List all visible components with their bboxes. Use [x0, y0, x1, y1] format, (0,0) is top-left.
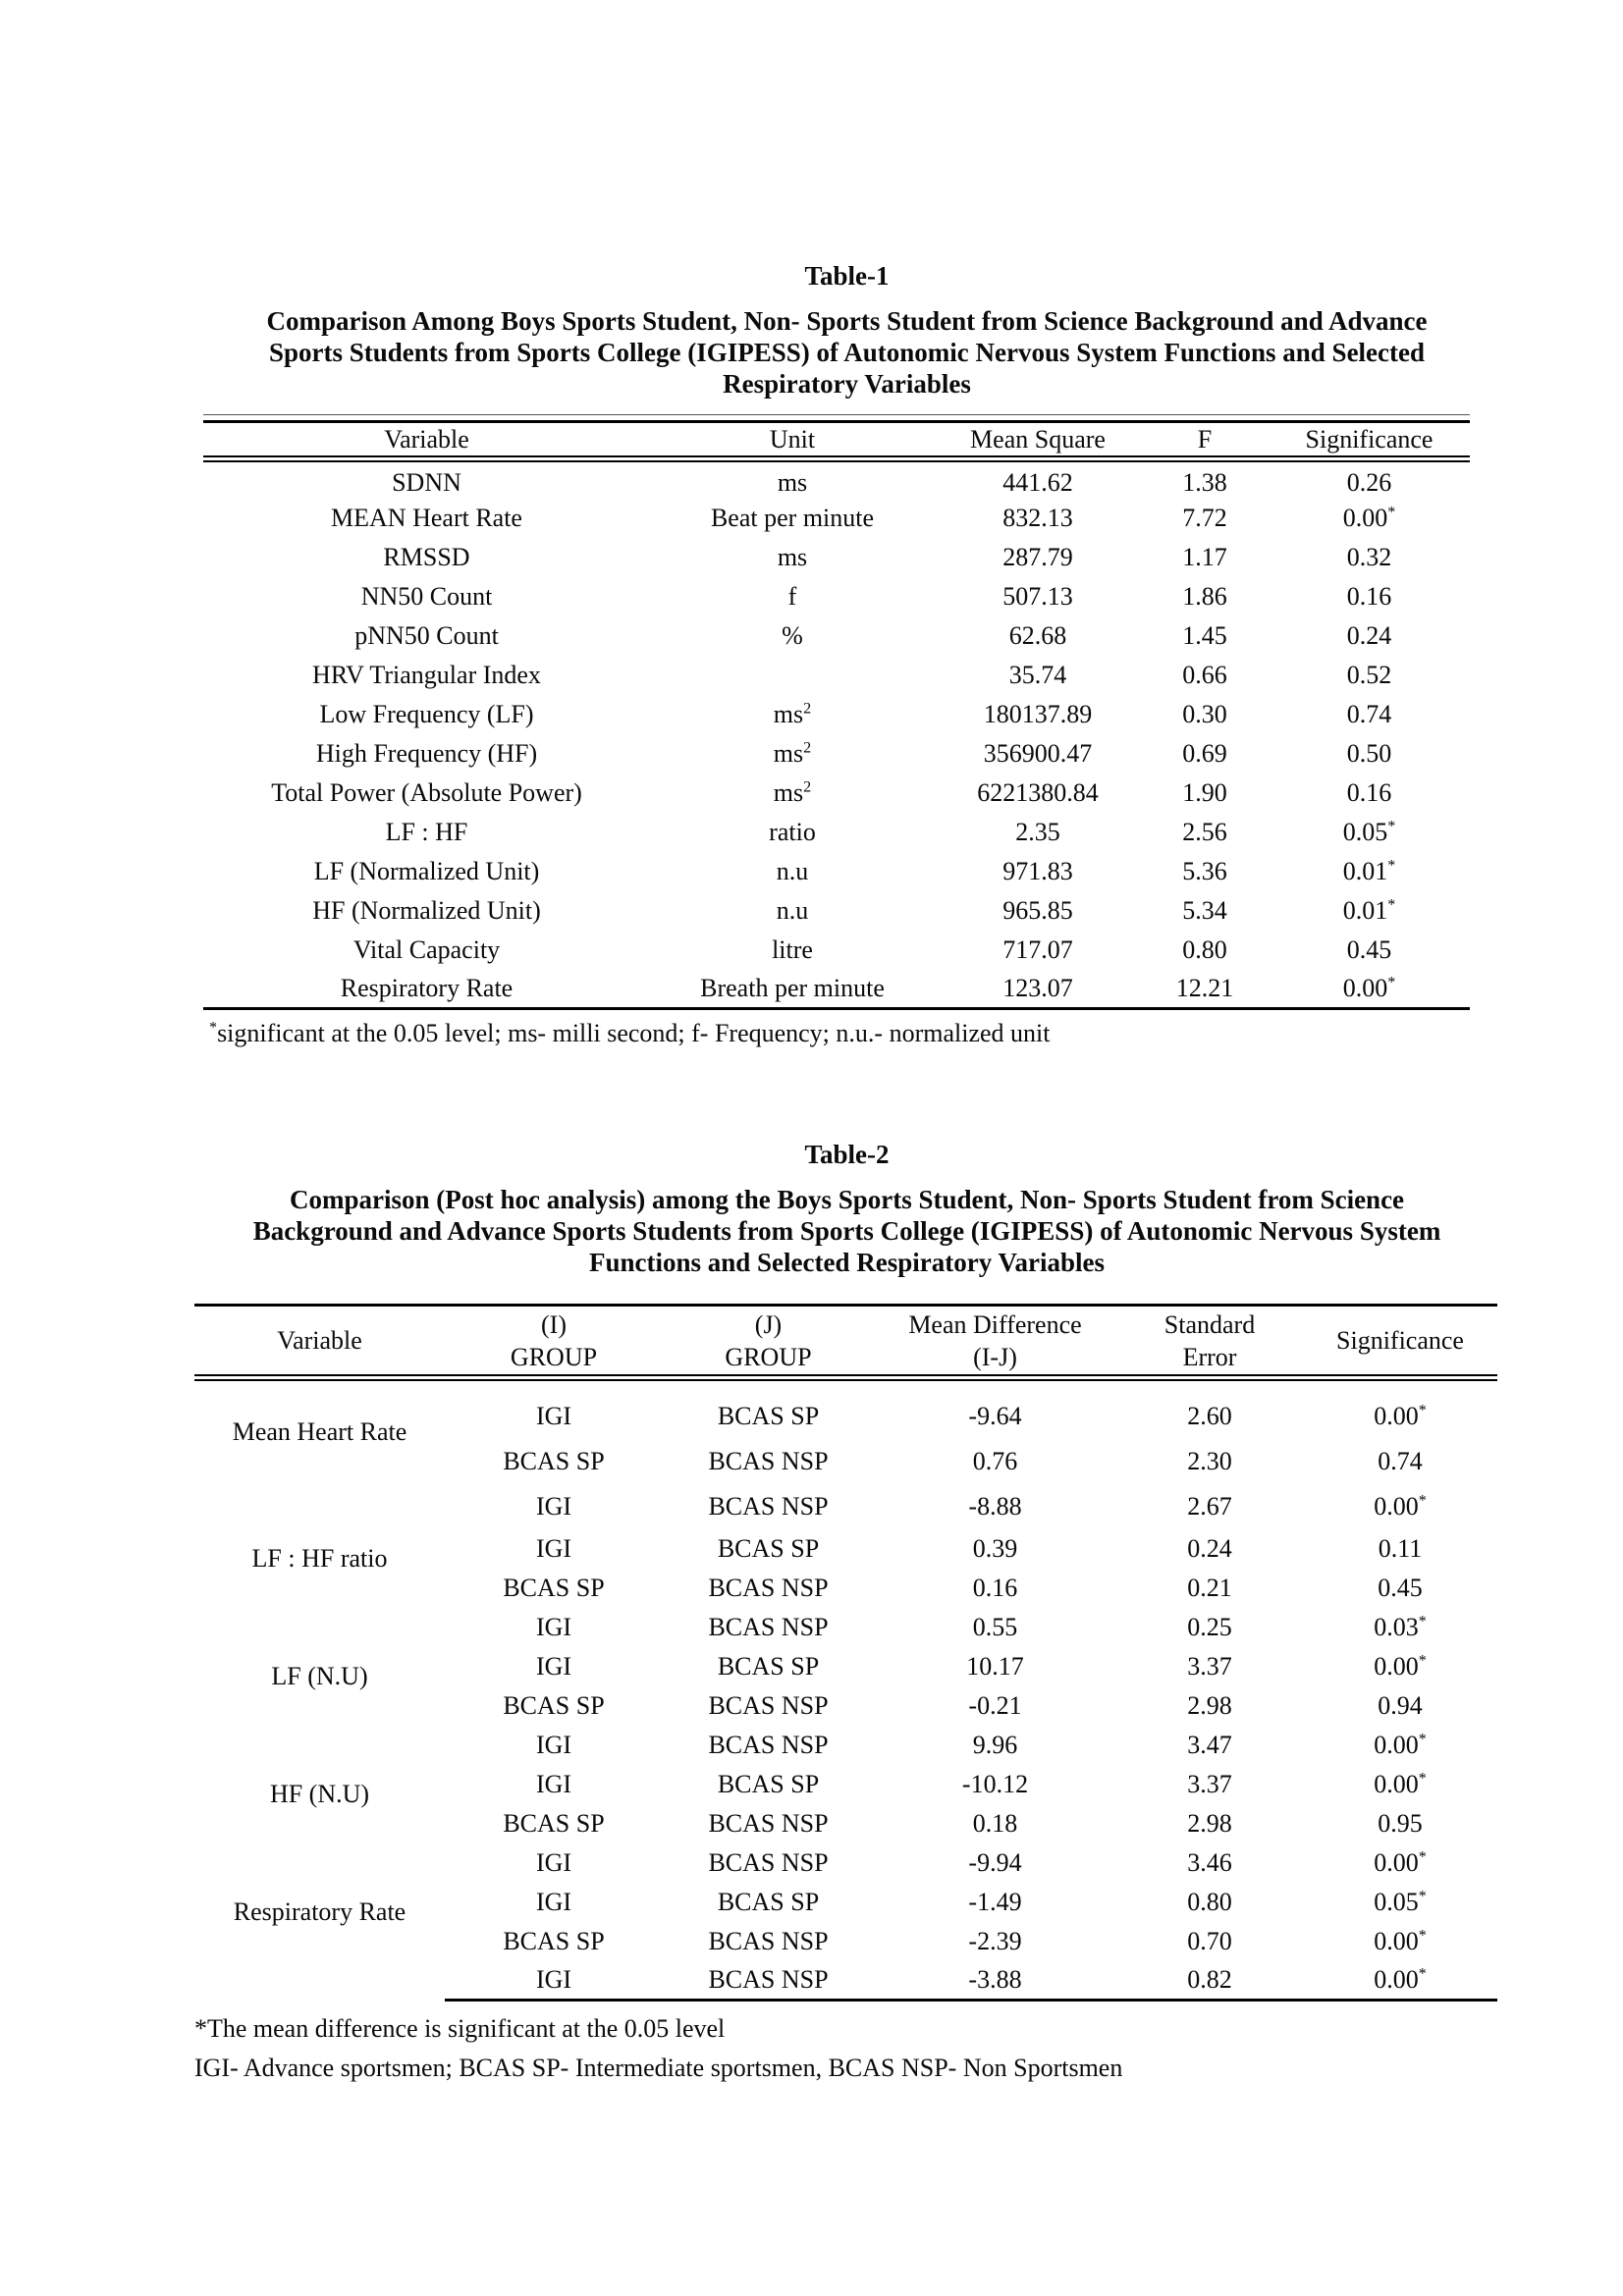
cell-variable: Mean Heart Rate — [232, 1416, 407, 1446]
table-row — [203, 538, 1470, 577]
cell-mean-square: 356900.47 — [983, 738, 1093, 768]
cell-variable: Low Frequency (LF) — [319, 699, 534, 728]
table-row — [203, 695, 1470, 734]
cell-significance: 0.00* — [1269, 970, 1470, 1009]
col-header-f: F — [1141, 422, 1269, 459]
cell-mean-difference: -8.88 — [968, 1491, 1022, 1521]
cell-mean-difference: -10.12 — [961, 1769, 1029, 1798]
cell-standard-error: 0.80 — [1187, 1887, 1232, 1916]
cell-mean-difference: 10.17 — [966, 1651, 1024, 1681]
cell-unit: litre — [772, 934, 813, 964]
cell-i-group: BCAS SP — [503, 1690, 605, 1720]
cell-standard-error: 3.37 — [1187, 1651, 1232, 1681]
cell-significance: 0.24 — [1346, 620, 1392, 650]
cell-significance: 0.00* — [1374, 1651, 1427, 1681]
col-header-significance: Significance — [1303, 1306, 1497, 1378]
cell-significance: 0.00* — [1342, 503, 1396, 532]
cell-f: 0.69 — [1182, 738, 1227, 768]
col-header-mean-square: Mean Square — [935, 422, 1141, 459]
cell-f: 1.86 — [1182, 581, 1227, 611]
cell-significance: 0.16 — [1346, 581, 1392, 611]
cell-mean-difference: -9.64 — [968, 1401, 1022, 1430]
table2-caption-line: Functions and Selected Respiratory Variables — [588, 1248, 1105, 1277]
cell-i-group: IGI — [535, 1769, 572, 1798]
cell-mean-square: 2.35 — [1015, 817, 1060, 846]
cell-significance: 0.74 — [1346, 699, 1392, 728]
cell-standard-error: 0.70 — [1187, 1926, 1232, 1955]
cell-variable: HF (N.U) — [269, 1779, 370, 1808]
cell-j-group: BCAS NSP — [708, 1573, 829, 1602]
cell-f: 0.80 — [1182, 934, 1227, 964]
cell-mean-square: 287.79 — [1002, 542, 1073, 571]
col-header-significance: Significance — [1269, 422, 1470, 459]
significance-star: * — [1387, 974, 1396, 991]
significance-star: * — [1418, 1769, 1427, 1787]
cell-i-group: BCAS SP — [503, 1926, 605, 1955]
table-row — [203, 813, 1470, 852]
cell-j-group: BCAS SP — [717, 1401, 820, 1430]
significance-star: * — [1418, 1887, 1427, 1904]
table-row — [203, 774, 1470, 813]
cell-unit: ratio — [769, 817, 816, 846]
cell-variable: Respiratory Rate — [203, 970, 650, 1009]
cell-standard-error: 2.98 — [1187, 1808, 1232, 1838]
table1-rule-wrap — [203, 414, 1470, 1010]
table-row — [203, 656, 1470, 695]
cell-mean-difference: 0.55 — [972, 1612, 1018, 1641]
col-header-variable: Variable — [203, 422, 650, 459]
cell-f: 1.45 — [1182, 620, 1227, 650]
cell-significance: 0.01* — [1342, 895, 1396, 925]
table-row — [194, 1647, 1497, 1686]
cell-f: 5.34 — [1182, 895, 1227, 925]
cell-unit: ms — [777, 468, 808, 498]
cell-mean-square: 717.07 — [1002, 934, 1073, 964]
significance-star: * — [1418, 1612, 1427, 1629]
cell-significance: 0.26 — [1346, 468, 1392, 498]
spacer-row — [194, 1378, 1497, 1394]
cell-standard-error: 2.98 — [1187, 1690, 1232, 1720]
cell-mean-difference: 0.39 — [972, 1533, 1018, 1563]
cell-variable: NN50 Count — [360, 581, 493, 611]
cell-significance: 0.32 — [1346, 542, 1392, 571]
cell-standard-error: 0.25 — [1187, 1612, 1232, 1641]
cell-variable: Vital Capacity — [352, 934, 501, 964]
cell-significance: 0.45 — [1378, 1573, 1423, 1602]
cell-variable: LF (Normalized Unit) — [313, 856, 540, 885]
cell-significance: 0.00* — [1374, 1491, 1427, 1521]
unit-superscript: 2 — [803, 738, 812, 756]
significance-star: * — [1387, 503, 1396, 520]
significance-star: * — [1418, 1651, 1427, 1669]
cell-unit: n.u — [776, 895, 809, 925]
significance-star: * — [1387, 856, 1396, 874]
cell-standard-error: 3.37 — [1187, 1769, 1232, 1798]
cell-significance: 0.03* — [1374, 1612, 1427, 1641]
cell-j-group: BCAS SP — [717, 1887, 820, 1916]
cell-f: 0.66 — [1182, 660, 1227, 689]
cell-standard-error: 2.60 — [1187, 1401, 1232, 1430]
cell-i-group: IGI — [535, 1847, 572, 1877]
cell-significance: 0.11 — [1378, 1533, 1423, 1563]
col-header-mean-difference: Mean Difference (I-J) — [874, 1306, 1116, 1378]
significance-star: * — [1418, 1926, 1427, 1944]
cell-standard-error: 0.24 — [1187, 1533, 1232, 1563]
cell-j-group: BCAS NSP — [708, 1730, 829, 1759]
table-row — [203, 891, 1470, 931]
cell-variable: SDNN — [392, 468, 461, 498]
cell-mean-square: 971.83 — [1002, 856, 1073, 885]
unit-superscript: 2 — [803, 777, 812, 795]
cell-j-group: BCAS SP — [717, 1533, 820, 1563]
cell-mean-square: 6221380.84 — [977, 777, 1099, 807]
cell-j-group: BCAS NSP — [708, 1847, 829, 1877]
cell-significance: 0.50 — [1346, 738, 1392, 768]
table1-header-row — [203, 422, 1470, 459]
table2-caption-line: Comparison (Post hoc analysis) among the Boys Sports Student, Non- Sports Student from Science — [289, 1185, 1405, 1214]
cell-significance: 0.05* — [1342, 817, 1396, 846]
significance-star: * — [1418, 1965, 1427, 1983]
cell-mean-difference: 9.96 — [972, 1730, 1018, 1759]
cell-unit — [650, 656, 935, 695]
cell-significance: 0.00* — [1374, 1926, 1427, 1955]
cell-mean-difference: 0.76 — [972, 1446, 1018, 1475]
cell-unit: % — [782, 620, 803, 650]
cell-standard-error: 2.67 — [1187, 1491, 1232, 1521]
cell-unit: $ms^2$ — [773, 699, 812, 728]
cell-j-group: BCAS NSP — [708, 1446, 829, 1475]
table1-caption-line: Respiratory Variables — [723, 369, 971, 399]
cell-unit: $ms^2$ — [773, 777, 812, 807]
cell-f: 2.56 — [1182, 817, 1227, 846]
cell-significance: 0.00* — [1374, 1401, 1427, 1430]
table-row — [203, 459, 1470, 499]
cell-mean-square: 507.13 — [1002, 581, 1073, 611]
table-row — [194, 1394, 1497, 1439]
cell-mean-square: 62.68 — [1008, 620, 1067, 650]
table1-caption-line: Sports Students from Sports College (IGIPESS) of Autonomic Nervous System Functions and Selected — [268, 338, 1426, 367]
cell-variable: pNN50 Count — [354, 620, 499, 650]
cell-j-group: BCAS SP — [717, 1651, 820, 1681]
table2-header-row — [194, 1306, 1497, 1378]
cell-i-group: IGI — [535, 1887, 572, 1916]
cell-significance: 0.05* — [1374, 1887, 1427, 1916]
cell-standard-error: 0.82 — [1116, 1961, 1303, 2001]
cell-unit: Breath per minute — [650, 970, 935, 1009]
cell-significance: 0.00* — [1374, 1730, 1427, 1759]
cell-variable: HF (Normalized Unit) — [312, 895, 541, 925]
cell-significance: 0.45 — [1346, 934, 1392, 964]
significance-star: * — [1418, 1730, 1427, 1747]
table1-footnote: *significant at the 0.05 level; ms- milli second; f- Frequency; n.u.- normalized unit — [209, 1019, 1051, 1047]
cell-mean-difference: -1.49 — [968, 1887, 1022, 1916]
cell-significance: 0.52 — [1346, 660, 1392, 689]
cell-significance: 0.94 — [1378, 1690, 1423, 1720]
cell-mean-square: 123.07 — [935, 970, 1141, 1009]
table2-label: Table-2 — [804, 1140, 890, 1169]
cell-unit: Beat per minute — [710, 503, 875, 532]
table-row — [203, 577, 1470, 616]
table1-caption — [196, 305, 1497, 400]
cell-standard-error: 3.47 — [1187, 1730, 1232, 1759]
cell-j-group: BCAS NSP — [708, 1690, 829, 1720]
cell-mean-square: 832.13 — [1002, 503, 1073, 532]
cell-f: 12.21 — [1141, 970, 1269, 1009]
col-header-variable: Variable — [194, 1306, 445, 1378]
table-row — [194, 1765, 1497, 1804]
cell-variable: MEAN Heart Rate — [331, 503, 522, 532]
anova-table — [203, 420, 1470, 1010]
cell-i-group: IGI — [535, 1612, 572, 1641]
cell-mean-difference: -9.94 — [968, 1847, 1022, 1877]
table-row — [203, 616, 1470, 656]
table2-footnote-significance: *The mean difference is significant at the 0.05 level — [194, 2014, 726, 2043]
cell-f: 0.30 — [1182, 699, 1227, 728]
cell-variable: LF : HF — [385, 817, 468, 846]
cell-mean-difference: -2.39 — [968, 1926, 1022, 1955]
cell-significance: 0.00* — [1374, 1769, 1427, 1798]
cell-j-group: BCAS NSP — [708, 1808, 829, 1838]
cell-f: 5.36 — [1182, 856, 1227, 885]
cell-unit: f — [787, 581, 797, 611]
cell-j-group: BCAS SP — [717, 1769, 820, 1798]
cell-variable: Respiratory Rate — [233, 1896, 406, 1926]
table2-caption-line: Background and Advance Sports Students from Sports College (IGIPESS) of Autonomic Nervous System — [252, 1216, 1441, 1246]
significance-star: * — [1418, 1401, 1427, 1418]
cell-variable: HRV Triangular Index — [312, 660, 541, 689]
cell-unit: n.u — [776, 856, 809, 885]
cell-f: 7.72 — [1182, 503, 1227, 532]
table2-footnote-abbreviations: IGI- Advance sportsmen; BCAS SP- Intermediate sportsmen, BCAS NSP- Non Sportsmen — [194, 2054, 1123, 2082]
table1-label: Table-1 — [804, 261, 890, 291]
cell-j-group: BCAS NSP — [708, 1926, 829, 1955]
cell-standard-error: 0.21 — [1187, 1573, 1232, 1602]
cell-mean-difference: 0.16 — [972, 1573, 1018, 1602]
cell-variable: LF (N.U) — [271, 1661, 368, 1690]
footnote-star: * — [209, 1019, 218, 1037]
col-header-j-group: (J) GROUP — [663, 1306, 874, 1378]
cell-unit: $ms^2$ — [773, 738, 812, 768]
cell-variable: RMSSD — [383, 542, 470, 571]
cell-standard-error: 3.46 — [1187, 1847, 1232, 1877]
cell-j-group: BCAS NSP — [708, 1491, 829, 1521]
cell-j-group: BCAS NSP — [708, 1612, 829, 1641]
table-row — [203, 499, 1470, 538]
cell-mean-difference: -3.88 — [874, 1961, 1116, 2001]
cell-significance: 0.74 — [1378, 1446, 1423, 1475]
significance-star: * — [1387, 895, 1396, 913]
cell-significance: 0.01* — [1342, 856, 1396, 885]
cell-mean-square: 965.85 — [1002, 895, 1073, 925]
table-row — [203, 970, 1470, 1009]
significance-star: * — [1387, 817, 1396, 834]
significance-star: * — [1418, 1491, 1427, 1509]
cell-f: 1.90 — [1182, 777, 1227, 807]
cell-i-group: BCAS SP — [503, 1446, 605, 1475]
table-row — [194, 1529, 1497, 1569]
significance-star: * — [1418, 1847, 1427, 1865]
cell-i-group: BCAS SP — [503, 1573, 605, 1602]
table-row — [203, 852, 1470, 891]
col-header-standard-error: Standard Error — [1116, 1306, 1303, 1378]
cell-variable: High Frequency (HF) — [315, 738, 538, 768]
col-header-unit: Unit — [650, 422, 935, 459]
cell-mean-difference: -0.21 — [968, 1690, 1022, 1720]
table-row — [203, 734, 1470, 774]
posthoc-table — [194, 1304, 1497, 2002]
cell-mean-square: 180137.89 — [983, 699, 1093, 728]
cell-variable: Total Power (Absolute Power) — [271, 777, 582, 807]
cell-i-group: IGI — [535, 1533, 572, 1563]
table-row — [203, 931, 1470, 970]
cell-variable: LF : HF ratio — [251, 1543, 388, 1573]
cell-mean-square: 441.62 — [1002, 468, 1073, 498]
cell-i-group: BCAS SP — [503, 1808, 605, 1838]
unit-superscript: 2 — [803, 699, 812, 717]
cell-mean-square: 35.74 — [1008, 660, 1067, 689]
table-row — [194, 1883, 1497, 1922]
cell-i-group: IGI — [535, 1651, 572, 1681]
cell-i-group: IGI — [535, 1401, 572, 1430]
cell-unit: ms — [777, 542, 808, 571]
cell-f: 1.17 — [1182, 542, 1227, 571]
cell-significance: 0.95 — [1378, 1808, 1423, 1838]
cell-f: 1.38 — [1182, 468, 1227, 498]
cell-significance: 0.16 — [1346, 777, 1392, 807]
col-header-i-group: (I) GROUP — [445, 1306, 663, 1378]
table1-caption-line: Comparison Among Boys Sports Student, Non- Sports Student from Science Background and Advance — [266, 306, 1428, 336]
cell-i-group: IGI — [535, 1491, 572, 1521]
cell-i-group: IGI — [535, 1730, 572, 1759]
cell-j-group: BCAS NSP — [663, 1961, 874, 2001]
cell-i-group: IGI — [445, 1961, 663, 2001]
table2-caption — [196, 1184, 1497, 1278]
cell-standard-error: 2.30 — [1187, 1446, 1232, 1475]
cell-significance: 0.00* — [1374, 1847, 1427, 1877]
cell-mean-difference: 0.18 — [972, 1808, 1018, 1838]
cell-significance: 0.00* — [1303, 1961, 1497, 2001]
